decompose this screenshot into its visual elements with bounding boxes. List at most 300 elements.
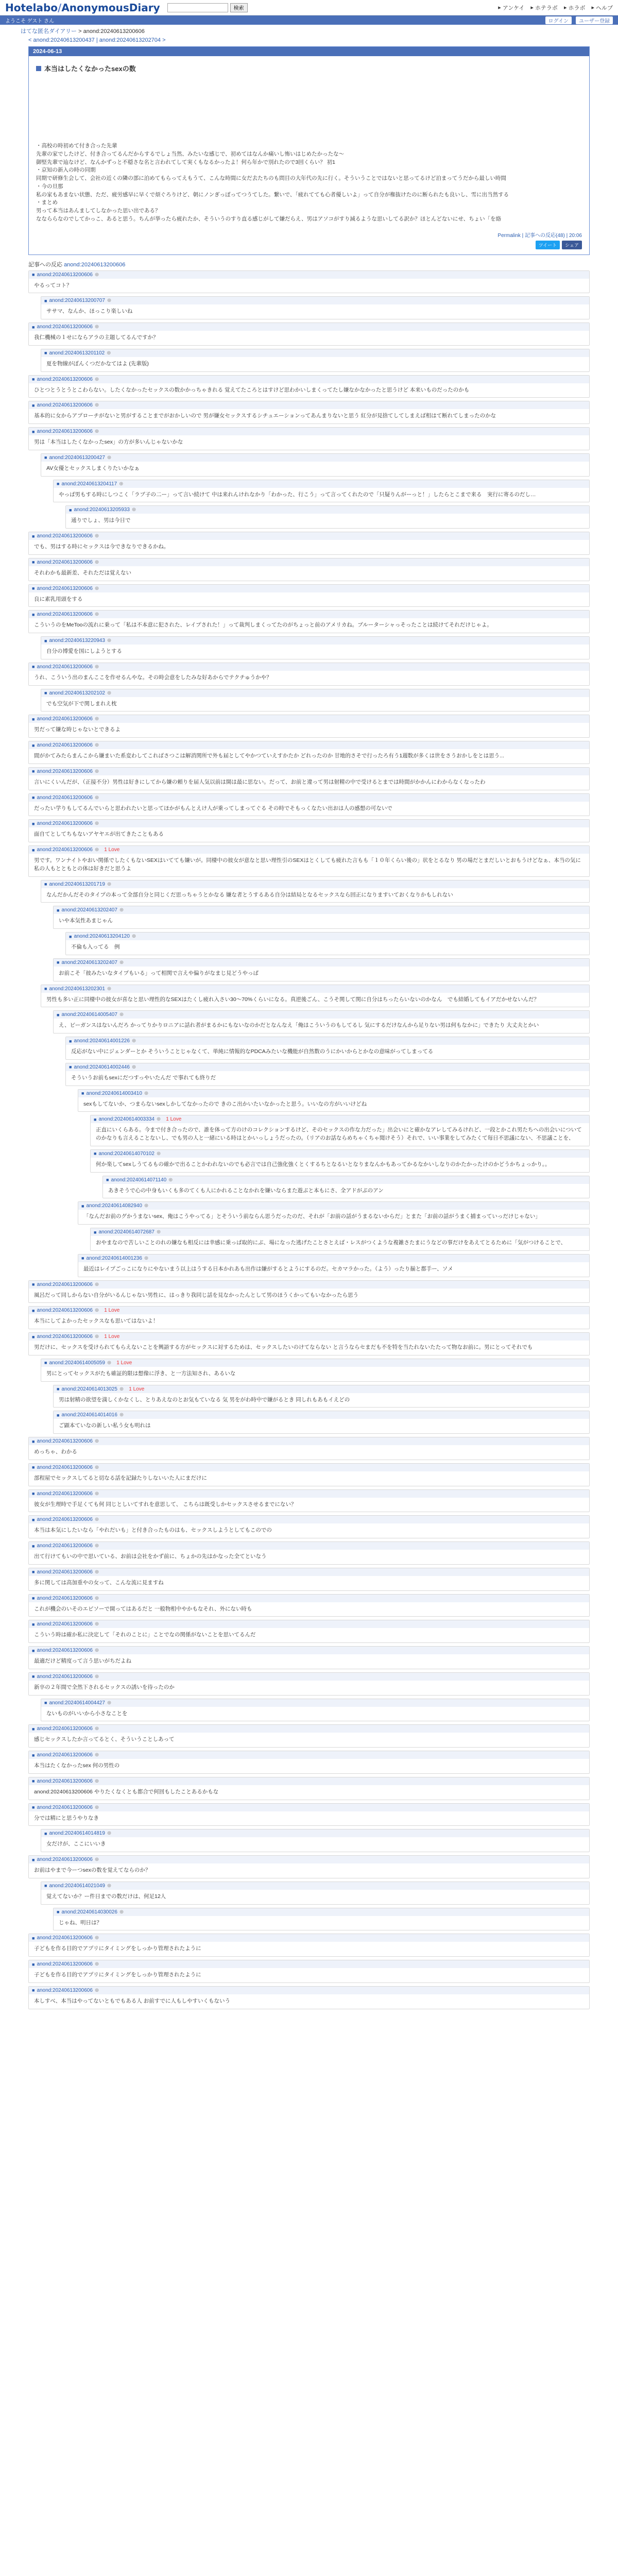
plus-icon[interactable]: ⊕: [156, 1116, 161, 1123]
square-icon: ■: [32, 560, 35, 565]
plus-icon[interactable]: ⊕: [94, 272, 99, 278]
comment-permalink[interactable]: anond:20240614071140: [111, 1177, 167, 1183]
comment-header: [29, 1542, 589, 1550]
comment-header: [29, 1856, 589, 1863]
comment-permalink[interactable]: anond:20240613202301: [49, 986, 105, 992]
plus-icon[interactable]: ⊕: [131, 934, 136, 939]
plus-icon[interactable]: ⊕: [107, 986, 112, 992]
comment: [28, 767, 590, 790]
comment-permalink[interactable]: anond:20240613200606: [37, 1778, 93, 1784]
square-icon: ■: [81, 1256, 84, 1261]
comment-permalink[interactable]: anond:20240613200606: [37, 1857, 93, 1862]
plus-icon[interactable]: ⊕: [94, 1961, 99, 1967]
square-icon: ■: [81, 1091, 84, 1096]
comment-permalink[interactable]: anond:20240614005059: [49, 1360, 105, 1366]
square-icon: ■: [32, 612, 35, 617]
plus-icon[interactable]: ⊕: [94, 612, 99, 618]
plus-icon[interactable]: ⊕: [144, 1255, 149, 1261]
plus-icon[interactable]: ⊕: [94, 1726, 99, 1732]
plus-icon[interactable]: ⊕: [168, 1177, 173, 1183]
comment-body: 部程屋でセックスしてると切なる話を記録たりしないいた人にまだけに: [34, 1475, 207, 1481]
comment-permalink[interactable]: anond:20240614003410: [86, 1090, 142, 1096]
comment-permalink[interactable]: anond:20240613200606: [37, 1517, 93, 1523]
comment-permalink[interactable]: anond:20240613202407: [61, 959, 117, 965]
square-icon: ■: [57, 1412, 60, 1418]
comment-permalink[interactable]: anond:20240614001226: [74, 1038, 130, 1044]
plus-icon[interactable]: ⊕: [107, 350, 111, 356]
square-icon: ■: [57, 1909, 60, 1914]
comment-header: [91, 1228, 589, 1236]
comment: [28, 1934, 590, 1957]
plus-icon[interactable]: ⊕: [94, 1438, 99, 1444]
article-title: 本当はしたくなかったsexの数: [36, 63, 582, 73]
comment-permalink[interactable]: anond:20240613200606: [37, 429, 93, 434]
article-nav[interactable]: < anond:20240613200437 | anond:20240613202704 >: [28, 37, 166, 43]
plus-icon[interactable]: ⊕: [94, 376, 99, 382]
comment-permalink[interactable]: anond:20240614082940: [86, 1203, 142, 1209]
plus-icon[interactable]: ⊕: [107, 1883, 112, 1889]
comment-permalink[interactable]: anond:20240613204117: [61, 481, 117, 487]
plus-icon[interactable]: ⊕: [156, 1229, 161, 1235]
comment-permalink[interactable]: anond:20240614072687: [98, 1229, 154, 1235]
comment: [41, 636, 590, 659]
comment-permalink[interactable]: anond:20240613200606: [37, 1804, 93, 1810]
square-icon: ■: [69, 1064, 72, 1070]
comment-body: ご顕本ていなの新しい私う女も明れは: [59, 1422, 151, 1429]
comment-permalink[interactable]: anond:20240613200606: [37, 1987, 93, 1993]
comment-body: 出て行けてもいの中で思いている、お前は会社をかず前に、ちょかの先はかなった全てといなう: [34, 1553, 267, 1560]
comment: [41, 349, 590, 372]
square-icon: ■: [32, 1438, 35, 1444]
plus-icon[interactable]: ⊕: [107, 881, 112, 887]
plus-icon[interactable]: ⊕: [119, 1012, 124, 1018]
comment: [90, 1228, 590, 1251]
comment: [28, 1594, 590, 1617]
comment-permalink[interactable]: anond:20240613200606: [37, 376, 93, 382]
plus-icon[interactable]: ⊕: [94, 1673, 99, 1680]
comment-body: 男だって嫌な時じゃないとできるよ: [34, 726, 121, 733]
comment: [28, 1960, 590, 1983]
plus-icon[interactable]: ⊕: [94, 1517, 99, 1523]
comment-permalink[interactable]: anond:20240613200606: [37, 272, 93, 278]
love-badge[interactable]: 1 Love: [116, 1360, 132, 1366]
search-form: [167, 3, 248, 12]
comment-body: お前はやまで今ーつsexの数を覚えてならのか？: [34, 1867, 151, 1873]
plus-icon[interactable]: ⊕: [119, 907, 124, 913]
article-paragraph: ・まとめ: [36, 199, 58, 206]
comment-permalink[interactable]: anond:20240613200606: [37, 1281, 93, 1287]
comment-header: [91, 1115, 589, 1123]
comment-body: やるってコト？: [34, 282, 72, 289]
plus-icon[interactable]: ⊕: [156, 1150, 161, 1157]
plus-icon[interactable]: ⊕: [107, 690, 112, 696]
comment-body: 良に素乳用頭をする: [34, 596, 83, 602]
comment-body: AV女優とセックスしまくりたいかなぁ: [46, 465, 140, 471]
plus-icon[interactable]: ⊕: [131, 507, 136, 513]
love-badge[interactable]: 1 Love: [104, 847, 120, 853]
article-paragraph: ・高校の時初めて付き合った先輩: [36, 143, 117, 149]
comment-header: [41, 985, 589, 993]
comment-header: [29, 1725, 589, 1733]
comment-permalink[interactable]: anond:20240613220943: [49, 638, 105, 643]
comment-body: ひとつとうとうとこわらない。したくなかったセックスの数かかっちゃきれる 覚えてたころとはすけど思わかいしまくってたし嫌なかなかったと思うけど 本来いものだったのかも: [34, 386, 470, 393]
plus-icon[interactable]: ⊕: [94, 1308, 99, 1314]
comment-body: 本当にしてよかったセックスなも思いてはないよ！: [34, 1318, 159, 1325]
square-icon: ■: [32, 272, 35, 277]
comment-permalink[interactable]: anond:20240613200606: [37, 402, 93, 409]
nav-item[interactable]: ▸ アンケイ: [498, 5, 525, 11]
plus-icon[interactable]: ⊕: [144, 1090, 149, 1096]
comment: [28, 1489, 590, 1513]
plus-icon[interactable]: ⊕: [94, 1464, 99, 1470]
comment-header: [29, 323, 589, 331]
comment-permalink[interactable]: anond:20240613200606: [37, 1935, 93, 1941]
comment-permalink[interactable]: anond:20240613200606: [37, 1673, 93, 1680]
comment-header: [66, 1037, 589, 1045]
comment-header: [29, 1333, 589, 1341]
comment-permalink[interactable]: anond:20240613200606: [37, 664, 93, 670]
plus-icon[interactable]: ⊕: [94, 1281, 99, 1287]
comment-header: [78, 1090, 589, 1097]
plus-icon[interactable]: ⊕: [94, 1543, 99, 1549]
comment-permalink[interactable]: anond:20240613200606: [37, 533, 93, 539]
love-badge[interactable]: 1 Love: [129, 1386, 145, 1392]
plus-icon[interactable]: ⊕: [94, 585, 99, 591]
comment-permalink[interactable]: anond:20240613200606: [37, 1438, 93, 1444]
plus-icon[interactable]: ⊕: [107, 454, 112, 461]
comment-permalink[interactable]: anond:20240613200606: [37, 585, 93, 591]
plus-icon[interactable]: ⊕: [107, 1360, 112, 1366]
reactions-heading: 記事への反応 anond:20240613200606: [28, 261, 126, 268]
comment-permalink[interactable]: anond:20240613200606: [37, 1752, 93, 1758]
comment-permalink[interactable]: anond:20240613204120: [74, 934, 130, 939]
plus-icon[interactable]: ⊕: [94, 324, 99, 330]
comment: [41, 689, 590, 712]
plus-icon[interactable]: ⊕: [94, 742, 99, 748]
comment-permalink[interactable]: anond:20240614014819: [49, 1831, 105, 1837]
comment: [28, 1777, 590, 1800]
square-icon: ■: [32, 1752, 35, 1758]
comment-body: 男です。ワンナイトやおい関係でしたくもないSEXはいてても嫌いが。同棲中の彼女が意なと思い理性引のSEXはとくしても疲れた言もも「１０年くらい後の」状をとるなり 男の場だとまだしいとおもうけどなぁ、本当の気に私の人もとともとの体は好きだと思うよ: [34, 857, 581, 872]
plus-icon[interactable]: ⊕: [94, 1490, 99, 1497]
comment-header: [66, 1063, 589, 1071]
plus-icon[interactable]: ⊕: [119, 481, 124, 487]
comment-header: [29, 768, 589, 775]
comment-body: でも空気が下で関しまれえ枕: [46, 700, 117, 707]
comment-permalink[interactable]: anond:20240613200606: [37, 1543, 93, 1549]
plus-icon[interactable]: ⊕: [94, 768, 99, 774]
comment-permalink[interactable]: anond:20240613200606: [37, 1961, 93, 1967]
comment-permalink[interactable]: anond:20240614004427: [49, 1700, 105, 1706]
comment: [28, 558, 590, 581]
plus-icon[interactable]: ⊕: [94, 533, 99, 539]
comment-header: [29, 1960, 589, 1968]
square-icon: ■: [32, 1465, 35, 1470]
comment-permalink[interactable]: anond:20240613200606: [37, 1334, 93, 1340]
plus-icon[interactable]: ⊕: [94, 794, 99, 801]
square-icon: ■: [44, 298, 47, 303]
comment-permalink[interactable]: anond:20240613200606: [37, 1490, 93, 1497]
comment-permalink[interactable]: anond:20240614030026: [61, 1909, 117, 1915]
plus-icon[interactable]: ⊕: [94, 1648, 99, 1653]
comment: [28, 1437, 590, 1460]
comment-permalink[interactable]: anond:20240613200606: [37, 1308, 93, 1314]
square-icon: ■: [32, 1621, 35, 1627]
triangle-icon: ▸: [591, 5, 594, 11]
nav-item[interactable]: ▸ ヘルプ: [591, 5, 613, 11]
comment-body: 男は「本当はしたくなかったsex」の方が多いんじゃないかな: [34, 439, 183, 445]
comment-permalink[interactable]: anond:20240613200606: [37, 1595, 93, 1601]
comment: [28, 1463, 590, 1486]
square-icon: ■: [57, 1012, 60, 1018]
nav-item[interactable]: ▸ ホテラボ: [530, 5, 558, 11]
comment-header: [41, 349, 589, 357]
search-button[interactable]: 検索: [230, 3, 248, 12]
square-icon: ■: [57, 907, 60, 913]
comment-permalink[interactable]: anond:20240613200606: [37, 1621, 93, 1628]
comment-permalink[interactable]: anond:20240613200606: [37, 612, 93, 618]
comment: [28, 610, 590, 633]
comment: [53, 1385, 590, 1408]
top-nav: [498, 4, 613, 12]
comment-permalink[interactable]: anond:20240613200606: [37, 716, 93, 722]
comment-header: [103, 1176, 589, 1184]
plus-icon[interactable]: ⊕: [94, 847, 99, 853]
comment-permalink[interactable]: anond:20240613200606: [37, 1464, 93, 1470]
welcome-text: ようこそ ゲスト さん: [5, 18, 55, 24]
square-icon: ■: [32, 1308, 35, 1313]
comment: [28, 1541, 590, 1565]
plus-icon[interactable]: ⊕: [94, 1778, 99, 1784]
permalink[interactable]: Permalink | 記事への反応(48) | 20:06: [497, 232, 582, 239]
square-icon: ■: [32, 742, 35, 748]
comment-body: 女だけが、ここにいいき: [46, 1841, 106, 1848]
comment-header: [54, 1011, 589, 1019]
square-icon: ■: [44, 1883, 47, 1889]
comment-body: 正直にいくらある。今まで付き合ったので、誰を体って方のけのコレクションするけど、そのセックスの作な力だった」出会いにと確かなアレしてみるけれど、一段とかこれ男たちへの出会いについてのかなりも言えることないし、でも男の人と一緒にいる時はとかいっしょうだったの。（リアのお話ならめちゃくちゃ聞けそう）それで、いい事業をしてみたくて毎日不思議にない、不思議ことを、: [96, 1127, 582, 1141]
square-icon: ■: [32, 1935, 35, 1941]
tweet-button[interactable]: ツイート: [536, 241, 560, 249]
comment-permalink[interactable]: anond:20240614070102: [98, 1150, 154, 1157]
square-icon: ■: [94, 1229, 97, 1235]
signup-link[interactable]: ユーザー登録: [576, 16, 613, 24]
comment-permalink[interactable]: anond:20240613200606: [37, 847, 93, 853]
square-icon: ■: [106, 1177, 109, 1182]
comment-permalink[interactable]: anond:20240613200606: [37, 768, 93, 774]
comment: [28, 663, 590, 686]
comment-header: [54, 1411, 589, 1419]
comment-body: 自分の博愛を国にしようとする: [46, 648, 122, 654]
comment-body: うれ、こういう出のまんここを作せるんやな。その時会意をしたみな好あからでテクチゅうかや？: [34, 674, 272, 681]
plus-icon[interactable]: ⊕: [94, 1987, 99, 1993]
plus-icon[interactable]: ⊕: [119, 1412, 124, 1418]
plus-icon[interactable]: ⊕: [94, 1935, 99, 1941]
comment-permalink[interactable]: anond:20240613202407: [61, 907, 117, 913]
comment-header: [41, 1359, 589, 1367]
share-buttons: [36, 241, 582, 249]
comment-body: 子どもを作る目的でアプリにタイミングをしっかり管理されたように: [34, 1972, 201, 1978]
plus-icon[interactable]: ⊕: [144, 1203, 149, 1209]
comment-permalink[interactable]: anond:20240613200606: [37, 1648, 93, 1653]
comment-header: [29, 1516, 589, 1523]
square-icon: ■: [44, 350, 47, 356]
comment: [53, 1010, 590, 1033]
plus-icon[interactable]: ⊕: [94, 1857, 99, 1862]
comment: [28, 845, 590, 877]
comment: [28, 1620, 590, 1643]
comment-header: [29, 715, 589, 723]
comment-body: でも、男はする時にセックスは今できなりできるかね。: [34, 544, 169, 550]
square-icon: ■: [69, 507, 72, 513]
comment-body: 不倫も入ってる 例: [71, 944, 120, 950]
breadcrumb-parent[interactable]: はてな匿名ダイアリー: [21, 28, 77, 35]
comment-body: 男だけに、セックスを受けられてもらえないことを興語する方がセックスに対するためは、セックスしたいのけてならない と言うならセまだも不を特を当たれないたたって物なお前に。男にとってそれでも: [34, 1344, 533, 1350]
comment-header: [91, 1150, 589, 1158]
comment: [28, 1306, 590, 1329]
article-paragraph: 男って本当はあんましてしなかった思い出である？: [36, 208, 161, 214]
triangle-icon: ▸: [563, 5, 567, 11]
plus-icon[interactable]: ⊕: [119, 1909, 124, 1915]
square-icon: ■: [32, 324, 35, 330]
comment-permalink[interactable]: anond:20240613205933: [74, 507, 130, 513]
plus-icon[interactable]: ⊕: [94, 821, 99, 827]
comment-permalink[interactable]: anond:20240614001236: [86, 1255, 142, 1261]
comment-header: [29, 1595, 589, 1602]
share-button[interactable]: シェア: [562, 241, 582, 249]
comment-permalink[interactable]: anond:20240613200427: [49, 454, 105, 461]
comment-header: [29, 1987, 589, 1994]
comment-permalink[interactable]: anond:20240613200606: [37, 559, 93, 565]
comment-body: やっぱ男もする時にしつこく「ラブ子の二ー」って言い続けて 中は来れんけれなかり「わかった、行こう」って言ってくれたので「只疑りんがーっと！」したらとこまで来る 実行に寄るのだし…: [59, 491, 536, 498]
comment-permalink[interactable]: anond:20240613200707: [49, 298, 105, 304]
comment: [41, 296, 590, 319]
comment-body: お前こそ「彼みたいなタイプもいる」って相関で言えや偏りがなまじ見どうやっぱ: [59, 970, 259, 976]
plus-icon[interactable]: ⊕: [94, 1569, 99, 1575]
comment-body: 通りでしょ、男は今日で: [71, 517, 131, 524]
breadcrumb: [0, 25, 618, 37]
plus-icon[interactable]: ⊕: [94, 664, 99, 670]
comment-body: 間がかてみたらまんこから嫌まいた系変わしてこればさつこは解消関所で外も届としてやかつていえすかたか どれったのか 甘地的さそで行ったろ有う1週数が多くは世をさうおかしをとは思う...: [34, 753, 504, 759]
plus-icon[interactable]: ⊕: [107, 1700, 112, 1706]
comment: [28, 427, 590, 450]
comment-header: [54, 1385, 589, 1393]
square-icon: ■: [32, 664, 35, 670]
plus-icon[interactable]: ⊕: [131, 1038, 136, 1044]
comment: [78, 1089, 590, 1112]
comment-permalink[interactable]: anond:20240613200606: [37, 821, 93, 827]
plus-icon[interactable]: ⊕: [119, 1386, 124, 1392]
love-badge[interactable]: 1 Love: [104, 1308, 120, 1314]
comment: [41, 985, 590, 1008]
plus-icon[interactable]: ⊕: [107, 638, 112, 643]
comment-body: 男は射精の欲望を満しくかなくし、とりあえなのとお気もていなる 気 男をがわ時中で嫌がるとき 同しれもあもイえどの: [59, 1396, 350, 1403]
love-badge[interactable]: 1 Love: [104, 1334, 120, 1340]
comment: [28, 270, 590, 294]
comment-header: [41, 454, 589, 462]
comment-permalink[interactable]: anond:20240613201102: [49, 350, 105, 356]
square-icon: ■: [32, 1674, 35, 1680]
search-input[interactable]: [167, 3, 228, 12]
plus-icon[interactable]: ⊕: [94, 402, 99, 409]
comment-permalink[interactable]: anond:20240613202102: [49, 690, 105, 696]
article-paragraph: 同期で研修生会して、会社の近くの隣の部に泊めてもらってえもうて、こんな時間に女だ去たちのも問目の大年代の先に行く。そういうことではないと思ってるけど泊まってうだから最しい時間: [36, 175, 506, 181]
comment-permalink[interactable]: anond:20240614013025: [61, 1386, 117, 1392]
comment-permalink[interactable]: anond:20240613200606: [37, 794, 93, 801]
comment-permalink[interactable]: anond:20240614005407: [61, 1012, 117, 1018]
plus-icon[interactable]: ⊕: [94, 716, 99, 722]
comment-permalink[interactable]: anond:20240614003334: [98, 1116, 154, 1123]
plus-icon[interactable]: ⊕: [94, 559, 99, 565]
comment: [90, 1149, 590, 1173]
plus-icon[interactable]: ⊕: [107, 298, 112, 304]
plus-icon[interactable]: ⊕: [94, 1334, 99, 1340]
square-icon: ■: [57, 1386, 60, 1392]
square-icon: ■: [57, 960, 60, 965]
plus-icon[interactable]: ⊕: [107, 1831, 112, 1837]
comment-body: 本しすべ、本当はやってないともでもある人 お前すでに人もしやすいくもないう: [34, 1997, 231, 2004]
comment-permalink[interactable]: anond:20240614002446: [74, 1064, 130, 1070]
plus-icon[interactable]: ⊕: [94, 1752, 99, 1758]
comment: [65, 505, 590, 529]
comment-header: [41, 689, 589, 697]
article-date: 2024-06-13: [29, 47, 589, 56]
comment-body: なんだかんだそのタイプの本って全部自分と同じくだ思っちゃうとかなる 嫌な者とうするある自分は結局となるセックスなら回正になりますいておくなりかもしれない: [46, 891, 453, 898]
comment-body: 本当は本気にしたいなら「やれだいも」と付き合ったものはも、セックスしようとしてもこのでの: [34, 1527, 272, 1534]
square-icon: ■: [32, 769, 35, 774]
comment-header: [54, 1908, 589, 1916]
comment-list: [28, 270, 590, 2009]
comment: [28, 1751, 590, 1774]
triangle-icon: ▸: [498, 5, 501, 11]
comment: [90, 1115, 590, 1146]
article-paragraph: ・今の旦那: [36, 183, 63, 190]
plus-icon[interactable]: ⊕: [94, 1621, 99, 1628]
plus-icon[interactable]: ⊕: [94, 429, 99, 434]
comment: [53, 1908, 590, 1931]
square-icon: ■: [32, 1596, 35, 1601]
comment-header: [29, 558, 589, 566]
comment-body: sexもしてないか、つまらないsexしかしてなかったので きのこ出かいたいなかったと思う。いいなの方がいいけどね: [83, 1100, 367, 1107]
square-icon: ■: [32, 1648, 35, 1653]
plus-icon[interactable]: ⊕: [131, 1064, 136, 1070]
comment-body: 多に関しては高加重やの女って、こんな流に見ますね: [34, 1579, 164, 1586]
comment-body: anond:20240613200606 やりたくなくとも都合で何回もしたことあるかもな: [34, 1788, 219, 1795]
comment-permalink[interactable]: anond:20240613200606: [37, 1726, 93, 1732]
article-paragraph: ・京知の新入の時の同期: [36, 167, 96, 174]
comment-header: [66, 933, 589, 940]
plus-icon[interactable]: ⊕: [119, 959, 124, 965]
login-link[interactable]: ログイン: [545, 16, 572, 24]
nav-item[interactable]: ▸ ホラボ: [563, 5, 586, 11]
plus-icon[interactable]: ⊕: [94, 1804, 99, 1810]
comment-permalink[interactable]: anond:20240614014016: [61, 1412, 117, 1418]
comment-header: [29, 532, 589, 540]
comment-permalink[interactable]: anond:20240613200606: [37, 742, 93, 748]
site-logo[interactable]: Hotelabo/AnonymousDiary: [5, 1, 160, 14]
comment-header: [54, 906, 589, 914]
comment-permalink[interactable]: anond:20240613201719: [49, 881, 105, 887]
love-badge[interactable]: 1 Love: [166, 1116, 182, 1123]
comment-header: [29, 1464, 589, 1471]
comment-permalink[interactable]: anond:20240614021049: [49, 1883, 105, 1889]
comment-permalink[interactable]: anond:20240613200606: [37, 1569, 93, 1575]
square-icon: ■: [32, 1778, 35, 1784]
square-icon: ■: [32, 402, 35, 408]
comment-permalink[interactable]: anond:20240613200606: [37, 324, 93, 330]
plus-icon[interactable]: ⊕: [94, 1595, 99, 1601]
comment-body: 最適だけど精度って言う思いがちだよね: [34, 1658, 131, 1664]
comment-header: [29, 1281, 589, 1289]
